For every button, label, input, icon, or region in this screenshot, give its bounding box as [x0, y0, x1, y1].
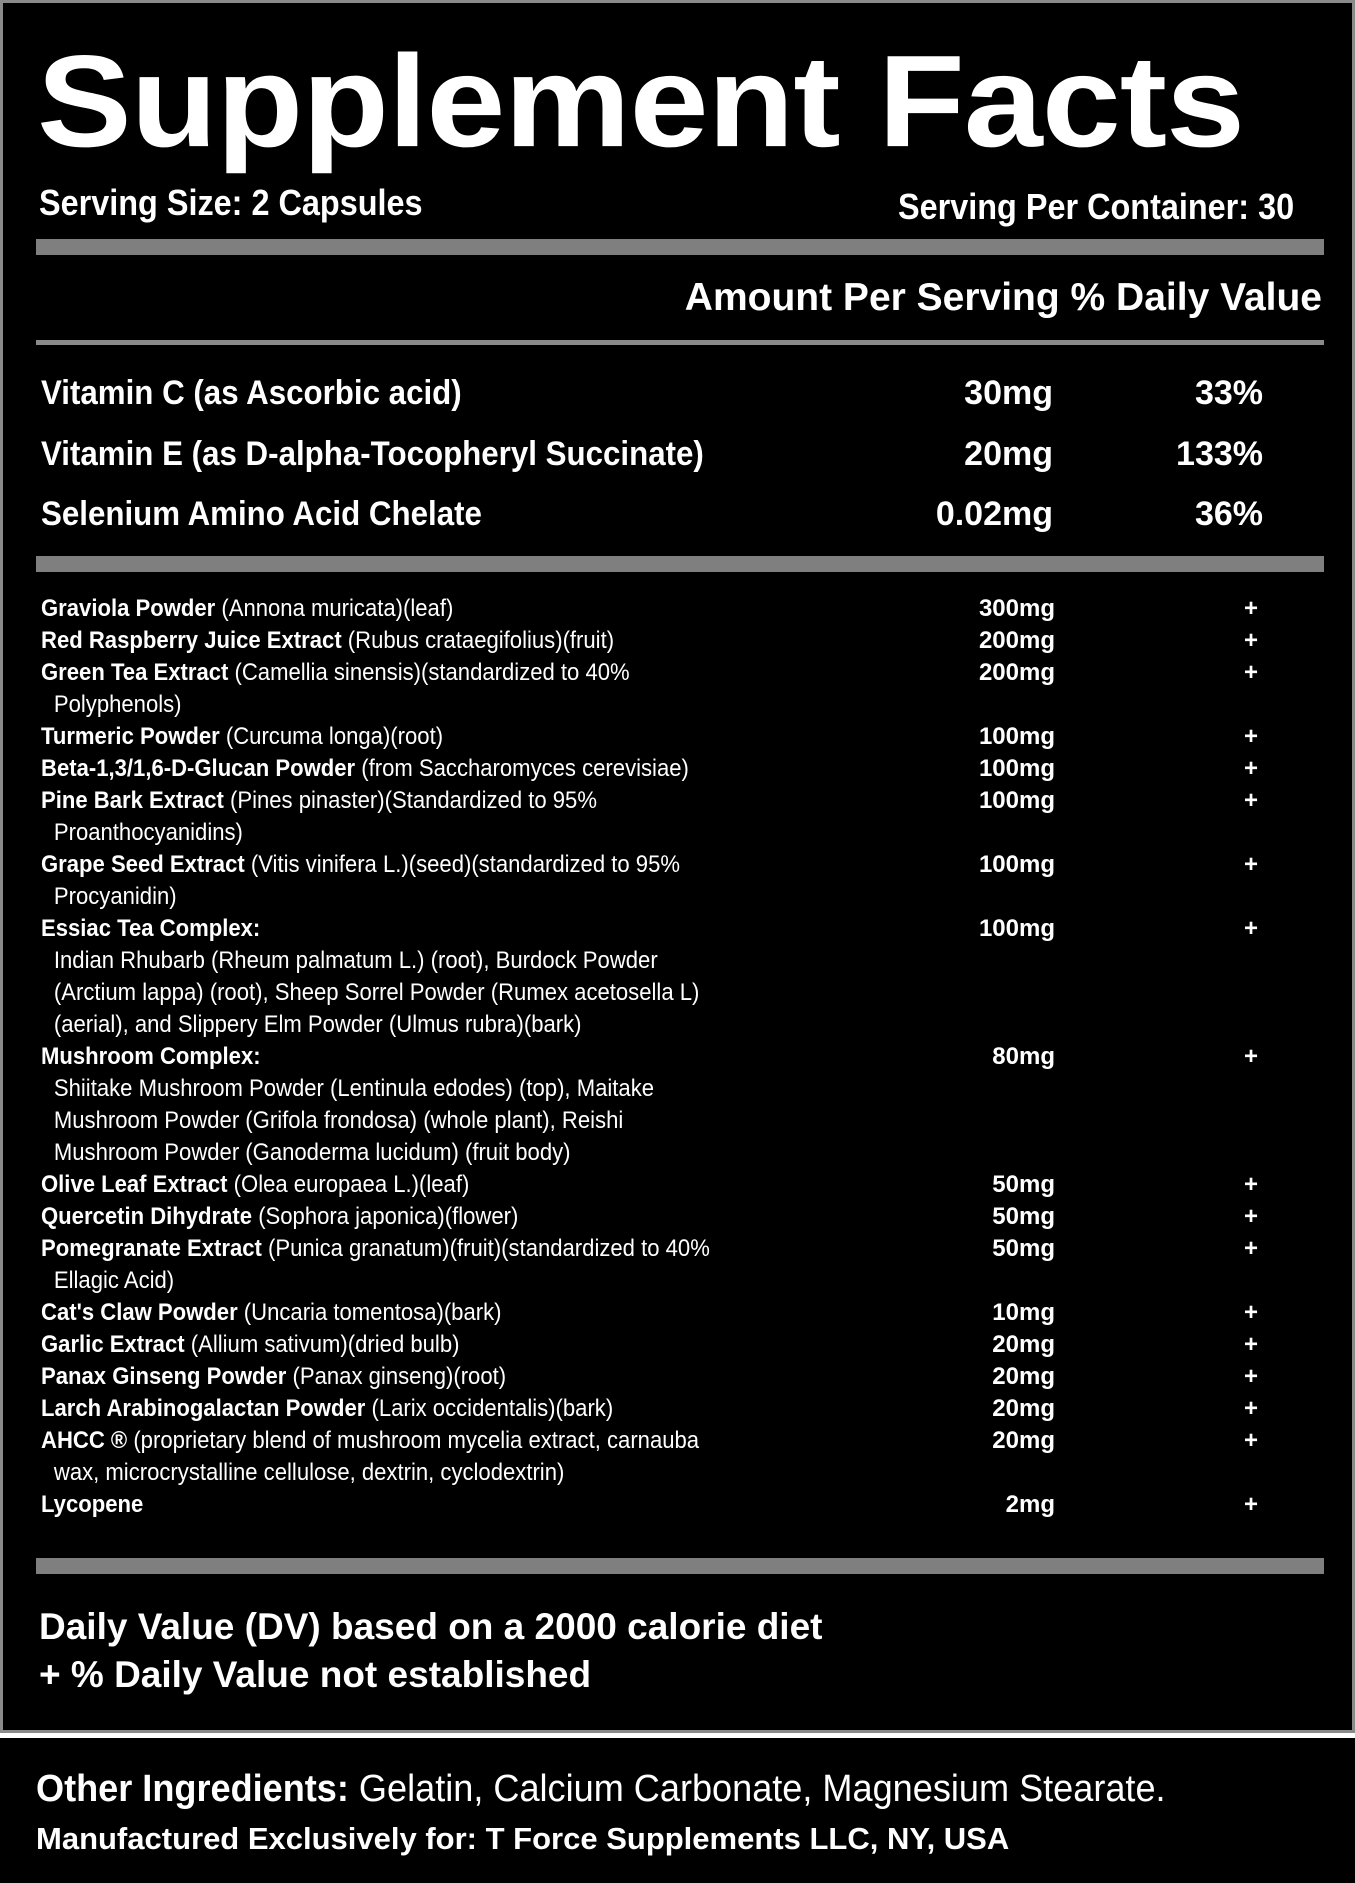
ingredient-description-line: Mushroom Powder (Ganoderma lucidum) (fruit body) [53, 1139, 571, 1166]
page-title: Supplement Facts [37, 28, 1245, 175]
ingredient-row [41, 753, 722, 785]
ingredient-name: Lycopene [41, 1491, 144, 1518]
ingredient-description-line: wax, microcrystalline cellulose, dextrin, cyclodextrin) [53, 1459, 565, 1486]
ingredient-daily-value: + [1243, 1427, 1258, 1454]
ingredient-amount: 50mg [992, 1203, 1055, 1230]
ingredient-daily-value: + [1243, 915, 1258, 942]
ingredient-name: Red Raspberry Juice Extract [41, 627, 342, 654]
ingredient-description: (Larix occidentalis)(bark) [365, 1395, 614, 1422]
ingredient-name: Quercetin Dihydrate [41, 1203, 253, 1230]
ingredient-name: Larch Arabinogalactan Powder [41, 1395, 366, 1422]
ingredient-amount: 200mg [978, 627, 1055, 654]
ingredient-daily-value: + [1243, 627, 1258, 654]
ingredient-amount: 200mg [978, 659, 1055, 686]
ingredient-daily-value: + [1243, 1203, 1258, 1230]
ingredient-name: Cat's Claw Powder [41, 1299, 238, 1326]
ingredient-name: Olive Leaf Extract [41, 1171, 228, 1198]
ingredient-description: (from Saccharomyces cerevisiae) [355, 755, 689, 782]
ingredient-daily-value: + [1243, 1043, 1258, 1070]
ingredient-daily-value: + [1243, 1363, 1258, 1390]
ingredient-amount: 100mg [978, 755, 1055, 782]
ingredient-daily-value: + [1243, 787, 1258, 814]
divider-thick [36, 1558, 1324, 1574]
ingredient-description: (Panax ginseng)(root) [286, 1363, 507, 1390]
ingredient-row [41, 1425, 722, 1489]
ingredient-description: (Punica granatum)(fruit)(standardized to 40% [261, 1235, 710, 1262]
ingredient-row [41, 721, 722, 753]
ingredient-row [41, 1489, 722, 1521]
ingredient-daily-value: + [1243, 1171, 1258, 1198]
manufacturer: Manufactured Exclusively for: T Force Supplements LLC, NY, USA [36, 1821, 1010, 1856]
ingredient-description-line: Polyphenols) [53, 691, 182, 718]
ingredient-description: (Olea europaea L.)(leaf) [227, 1171, 470, 1198]
ingredient-daily-value: + [1243, 723, 1258, 750]
ingredient-description: (proprietary blend of mushroom mycelia extract, carnauba [127, 1427, 700, 1454]
dv-not-established-note: + % Daily Value not established [39, 1654, 592, 1695]
ingredient-description-line: Ellagic Acid) [53, 1267, 175, 1294]
ingredient-row [41, 785, 722, 849]
ingredient-description-line: Indian Rhubarb (Rheum palmatum L.) (root), Burdock Powder [53, 947, 658, 974]
ingredient-daily-value: + [1243, 851, 1258, 878]
ingredient-row [41, 1201, 722, 1233]
ingredient-amount: 300mg [978, 595, 1055, 622]
ingredient-row [41, 625, 722, 657]
ingredient-row [41, 1393, 722, 1425]
ingredient-name: Green Tea Extract [41, 659, 229, 686]
ingredient-name: Pomegranate Extract [41, 1235, 262, 1262]
ingredient-daily-value: + [1243, 755, 1258, 782]
ingredient-description: (Sophora japonica)(flower) [252, 1203, 519, 1230]
divider-thick [36, 556, 1324, 572]
ingredient-amount: 2mg [1005, 1491, 1055, 1518]
ingredient-description-line: (Arctium lappa) (root), Sheep Sorrel Powder (Rumex acetosella L) [53, 979, 700, 1006]
vitamin-daily-value: 33% [1194, 374, 1263, 412]
ingredient-description: (Rubus crataegifolius)(fruit) [341, 627, 615, 654]
ingredient-description: (Curcuma longa)(root) [219, 723, 444, 750]
divider-thick [36, 239, 1324, 255]
ingredient-daily-value: + [1243, 659, 1258, 686]
other-ingredients-value: Gelatin, Calcium Carbonate, Magnesium Stearate. [348, 1768, 1166, 1810]
vitamin-amount: 30mg [964, 374, 1053, 412]
ingredient-row [41, 593, 722, 625]
ingredient-daily-value: + [1243, 1235, 1258, 1262]
ingredient-row [41, 849, 722, 913]
ingredient-name: Graviola Powder [41, 595, 216, 622]
ingredient-description: (Uncaria tomentosa)(bark) [237, 1299, 502, 1326]
serving-size: Serving Size: 2 Capsules [39, 182, 423, 223]
ingredient-amount: 100mg [978, 787, 1055, 814]
ingredient-description-line: Proanthocyanidins) [53, 819, 243, 846]
ingredient-name: AHCC ® [41, 1427, 128, 1454]
vitamin-daily-value: 133% [1176, 435, 1263, 473]
vitamin-daily-value: 36% [1194, 495, 1263, 533]
ingredient-amount: 10mg [992, 1299, 1055, 1326]
ingredient-description: (Vitis vinifera L.)(seed)(standardized to 95% [244, 851, 680, 878]
divider-thin [36, 340, 1324, 345]
ingredient-amount: 20mg [992, 1395, 1055, 1422]
ingredient-name: Mushroom Complex: [41, 1043, 261, 1070]
vitamin-amount: 0.02mg [935, 495, 1053, 533]
ingredient-name: Panax Ginseng Powder [41, 1363, 287, 1390]
ingredient-row [41, 657, 722, 721]
ingredient-amount: 20mg [992, 1363, 1055, 1390]
ingredient-description: (Allium sativum)(dried bulb) [184, 1331, 460, 1358]
ingredient-row [41, 1041, 722, 1169]
ingredient-description-line: Shiitake Mushroom Powder (Lentinula edodes) (top), Maitake [53, 1075, 655, 1102]
ingredient-name: Pine Bark Extract [41, 787, 224, 814]
ingredient-daily-value: + [1243, 1395, 1258, 1422]
ingredient-row [41, 1169, 722, 1201]
ingredient-name: Essiac Tea Complex: [41, 915, 261, 942]
ingredient-amount: 100mg [978, 915, 1055, 942]
ingredient-name: Turmeric Powder [41, 723, 220, 750]
ingredient-row [41, 1297, 722, 1329]
vitamin-name: Vitamin C (as Ascorbic acid) [41, 374, 462, 412]
ingredient-daily-value: + [1243, 1331, 1258, 1358]
vitamin-name: Vitamin E (as D-alpha-Tocopheryl Succinate) [41, 435, 704, 473]
ingredient-row [41, 1329, 722, 1361]
other-ingredients-label: Other Ingredients: [36, 1768, 349, 1810]
ingredient-description-line: (aerial), and Slippery Elm Powder (Ulmus rubra)(bark) [53, 1011, 582, 1038]
ingredient-amount: 50mg [992, 1171, 1055, 1198]
vitamin-amount: 20mg [964, 435, 1053, 473]
ingredient-description: (Pines pinaster)(Standardized to 95% [223, 787, 597, 814]
servings-per-container: Serving Per Container: 30 [898, 186, 1295, 227]
vitamin-name: Selenium Amino Acid Chelate [41, 495, 482, 533]
ingredient-row [41, 1361, 722, 1393]
amount-per-serving-header: Amount Per Serving % Daily Value [684, 276, 1322, 319]
ingredient-description: (Annona muricata)(leaf) [215, 595, 454, 622]
ingredient-name: Beta-1,3/1,6-D-Glucan Powder [41, 755, 356, 782]
ingredient-daily-value: + [1243, 1491, 1258, 1518]
ingredient-row [41, 913, 722, 1041]
ingredient-daily-value: + [1243, 595, 1258, 622]
ingredient-daily-value: + [1243, 1299, 1258, 1326]
other-ingredients [36, 1765, 1166, 1813]
ingredient-amount: 20mg [992, 1427, 1055, 1454]
ingredient-amount: 100mg [978, 723, 1055, 750]
ingredient-description-line: Mushroom Powder (Grifola frondosa) (whole plant), Reishi [53, 1107, 624, 1134]
ingredient-amount: 100mg [978, 851, 1055, 878]
ingredient-description: (Camellia sinensis)(standardized to 40% [228, 659, 630, 686]
ingredient-amount: 20mg [992, 1331, 1055, 1358]
ingredient-amount: 50mg [992, 1235, 1055, 1262]
ingredient-amount: 80mg [992, 1043, 1055, 1070]
dv-note: Daily Value (DV) based on a 2000 calorie diet [39, 1606, 823, 1647]
ingredient-description-line: Procyanidin) [53, 883, 177, 910]
ingredient-row [41, 1233, 722, 1297]
ingredient-name: Grape Seed Extract [41, 851, 245, 878]
ingredient-name: Garlic Extract [41, 1331, 185, 1358]
